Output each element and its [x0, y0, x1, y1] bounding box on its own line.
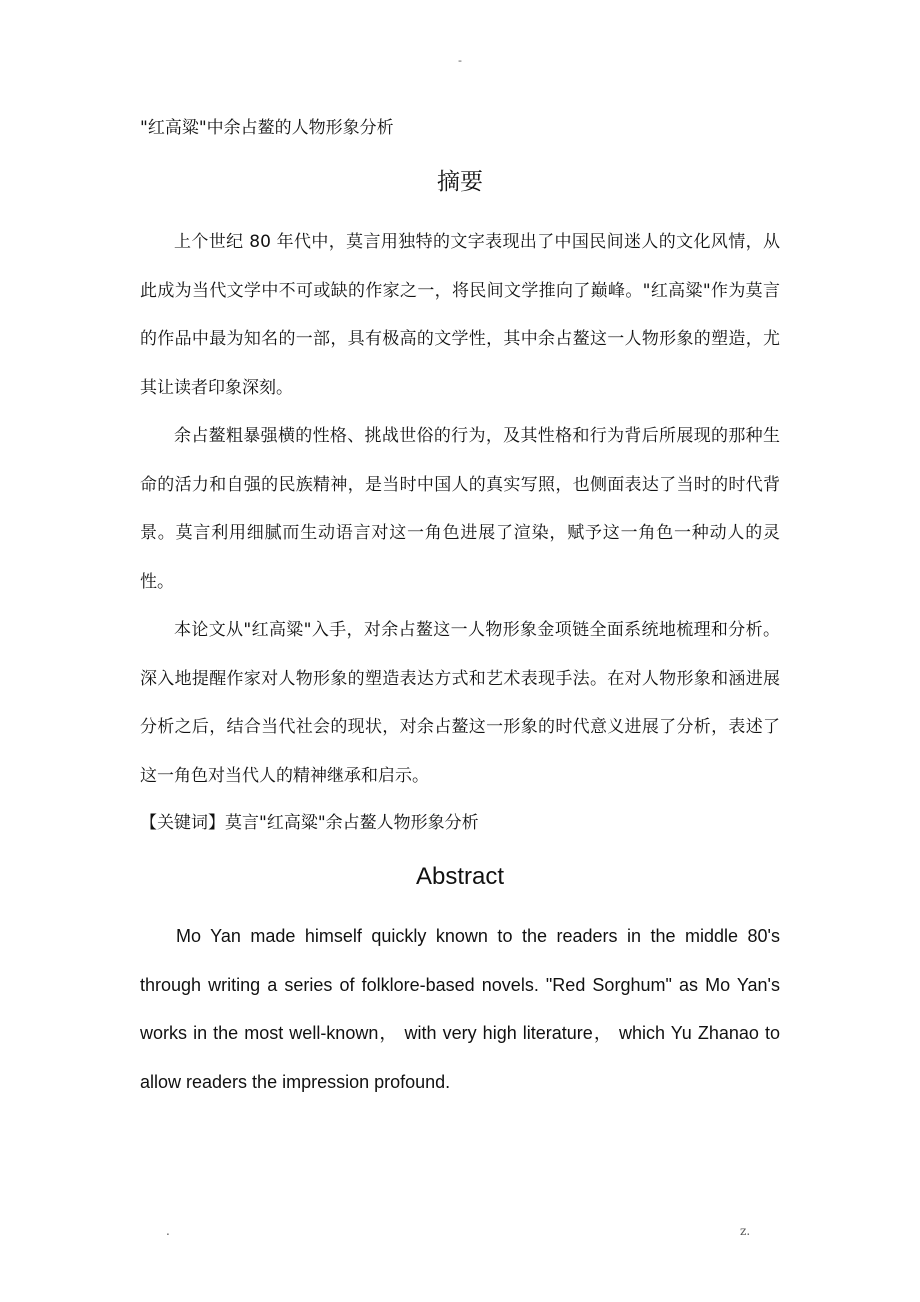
abstract-paragraph-1: 上个世纪 80 年代中，莫言用独特的文字表现出了中国民间迷人的文化风情，从此成为当代文学中不可或缺的作家之一，将民间文学推向了巅峰。"红高粱"作为莫言的作品中最为知名的一部，具有极高的文学性，其中余占鳌这一人物形象的塑造，尤其让读者印象深刻。 [140, 232, 780, 398]
abstract-body-en [140, 912, 780, 1106]
abstract-paragraph-3: 本论文从"红高粱"入手，对余占鳌这一人物形象金项链全面系统地梳理和分析。深入地提醒作家对人物形象的塑造表达方式和艺术表现手法。在对人物形象和涵进展分析之后，结合当代社会的现状，对余占鳌这一形象的时代意义进展了分析，表述了这一角色对当代人的精神继承和启示。 [140, 620, 780, 786]
footer-left-mark: . [166, 1224, 170, 1238]
abstract-paragraph-2: 余占鳌粗暴强横的性格、挑战世俗的行为，及其性格和行为背后所展现的那种生命的活力和自强的民族精神，是当时中国人的真实写照，也侧面表达了当时的时代背景。莫言利用细腻而生动语言对这一角色进展了渲染，赋予这一角色一种动人的灵性。 [140, 426, 780, 592]
footer-right-mark: z. [740, 1224, 751, 1238]
page-title: "红高粱"中余占鳌的人物形象分析 [140, 118, 394, 138]
header-mark: - [458, 54, 462, 67]
abstract-heading-en: Abstract [415, 863, 505, 890]
abstract-body-cn [140, 218, 780, 800]
abstract-heading-cn: 摘要 [437, 169, 483, 195]
keywords-line: 【关键词】莫言"红高粱"余占鳌人物形象分析 [140, 813, 479, 833]
abstract-paragraph-en: Mo Yan made himself quickly known to the readers in the middle 80's through writing a series of folklore-based novels. "Red Sorghum" as Mo Yan's works in the most well-known， with very high literature， which Yu Zhanao to allow readers the impression profound. [140, 926, 780, 1092]
